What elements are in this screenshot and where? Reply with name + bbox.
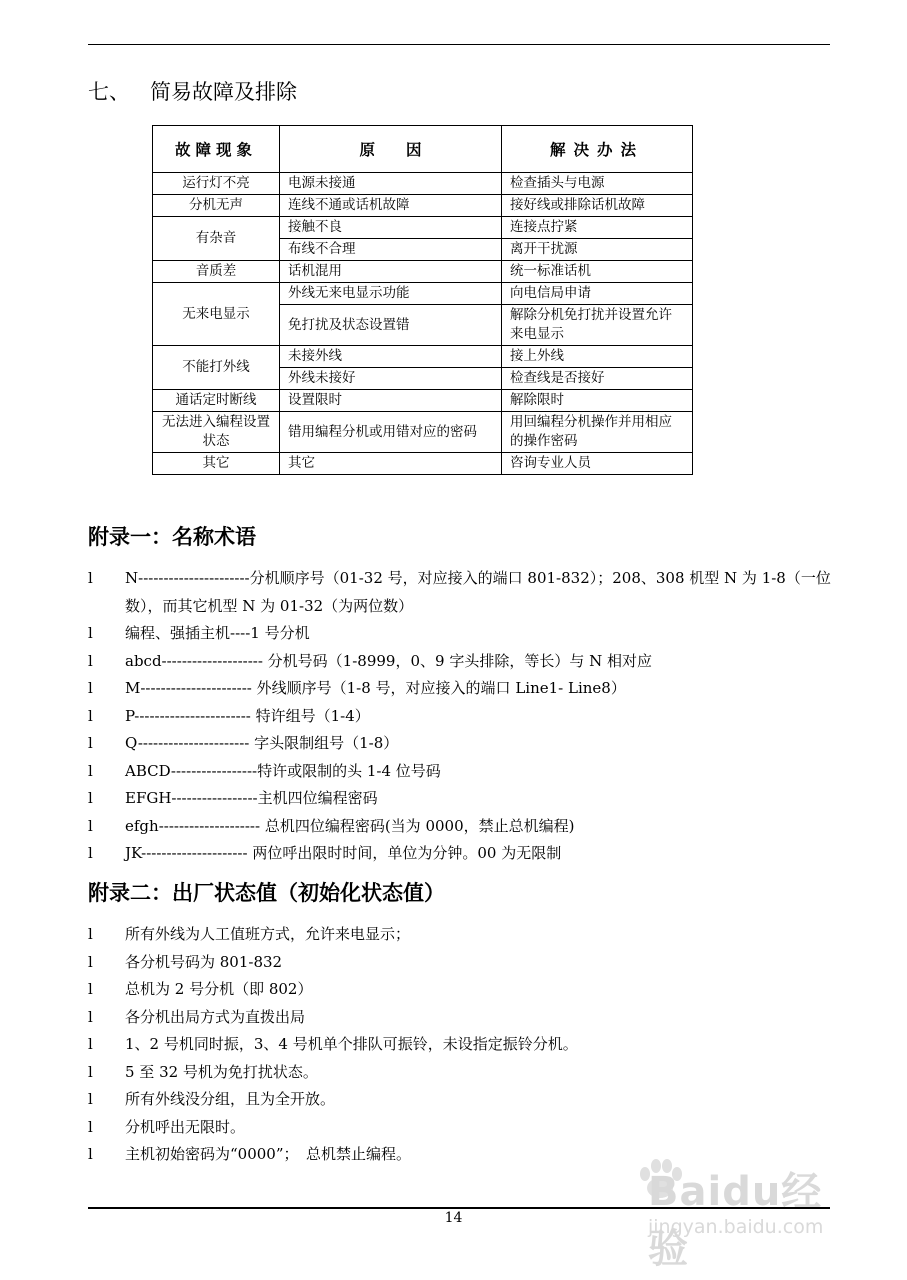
solution-cell: 用回编程分机操作并用相应的操作密码 <box>502 412 693 453</box>
table-header-row <box>153 126 693 173</box>
troubleshooting-table <box>152 125 693 475</box>
bullet-mark: l <box>88 706 93 725</box>
list-item <box>88 565 848 620</box>
list-item <box>88 703 848 731</box>
page-number: 14 <box>444 1210 463 1226</box>
symptom-cell: 无法进入编程设置状态 <box>153 412 280 453</box>
list-item-text: 各分机出局方式为直拨出局 <box>125 1007 306 1026</box>
list-item <box>88 785 848 813</box>
bullet-mark: l <box>88 844 93 862</box>
symptom-cell: 不能打外线 <box>153 346 280 390</box>
solution-cell: 统一标准话机 <box>502 261 693 283</box>
bullet-mark: l <box>88 952 93 971</box>
table-row <box>153 173 693 195</box>
baidu-watermark <box>630 1150 860 1272</box>
solution-cell: 咨询专业人员 <box>502 453 693 475</box>
table-row <box>153 195 693 217</box>
header-cause: 原 因 <box>280 126 502 173</box>
list-item-text: 所有外线没分组，且为全开放。 <box>125 1090 336 1108</box>
symptom-cell: 分机无声 <box>153 195 280 217</box>
cause-cell: 接触不良 <box>280 217 502 239</box>
solution-cell: 解除限时 <box>502 390 693 412</box>
list-item-text: 各分机号码为 801-832 <box>125 952 283 971</box>
solution-cell: 向电信局申请 <box>502 283 693 305</box>
list-item-text: EFGH-----------------主机四位编程密码 <box>125 789 378 807</box>
list-item <box>88 730 848 758</box>
list-item <box>88 1059 848 1087</box>
header-solution: 解决办法 <box>502 126 693 173</box>
list-item-text: efgh-------------------- 总机四位编程密码(当为 0000，禁止总机编程) <box>125 816 575 835</box>
solution-cell: 连接点拧紧 <box>502 217 693 239</box>
bullet-mark: l <box>88 925 93 943</box>
list-item-text: P----------------------- 特许组号（1-4） <box>125 706 370 725</box>
list-item-text: 主机初始密码为“0000”； 总机禁止编程。 <box>125 1145 412 1163</box>
list-item-text: 1、2 号机同时振，3、4 号机单个排队可振铃，未设指定振铃分机。 <box>125 1035 578 1053</box>
table-row <box>153 390 693 412</box>
cause-cell: 外线无来电显示功能 <box>280 283 502 305</box>
bullet-mark: l <box>88 761 93 780</box>
list-item <box>88 648 848 676</box>
cause-cell: 电源未接通 <box>280 173 502 195</box>
watermark-brand: Baidu经验 <box>648 1169 823 1272</box>
watermark-url: jingyan.baidu.com <box>648 1216 824 1238</box>
cause-cell: 错用编程分机或用错对应的密码 <box>280 412 502 453</box>
table-row <box>153 412 693 453</box>
list-item <box>88 1114 848 1142</box>
list-item-text: 总机为 2 号分机（即 802） <box>125 980 313 998</box>
bullet-mark: l <box>88 1145 93 1163</box>
solution-cell: 检查线是否接好 <box>502 368 693 390</box>
symptom-cell: 有杂音 <box>153 217 280 261</box>
appendix-2-list <box>88 921 848 1169</box>
cause-cell: 免打扰及状态设置错 <box>280 305 502 346</box>
list-item-text: Q---------------------- 字头限制组号（1-8） <box>125 734 399 752</box>
list-item <box>88 1086 848 1114</box>
list-item <box>88 1004 848 1032</box>
table-row <box>153 261 693 283</box>
list-item-text: 分机呼出无限时。 <box>125 1117 246 1136</box>
section-title-troubleshooting <box>88 76 297 106</box>
bullet-mark: l <box>88 1062 93 1081</box>
list-item <box>88 758 848 786</box>
table-row <box>153 217 693 239</box>
appendix-1-list <box>88 565 848 868</box>
list-item <box>88 949 848 977</box>
symptom-cell: 音质差 <box>153 261 280 283</box>
section-number: 七、 <box>88 80 130 104</box>
cause-cell: 未接外线 <box>280 346 502 368</box>
bullet-mark: l <box>88 1007 93 1026</box>
cause-cell: 外线未接好 <box>280 368 502 390</box>
bullet-mark: l <box>88 651 93 670</box>
cause-cell: 连线不通或话机故障 <box>280 195 502 217</box>
bullet-mark: l <box>88 679 93 697</box>
list-item-text: 编程、强插主机----1 号分机 <box>125 624 310 642</box>
bullet-mark: l <box>88 1090 93 1108</box>
list-item <box>88 620 848 648</box>
list-item <box>88 1031 848 1059</box>
table-row <box>153 283 693 305</box>
bullet-mark: l <box>88 1035 93 1053</box>
symptom-cell: 通话定时断线 <box>153 390 280 412</box>
bullet-mark: l <box>88 816 93 835</box>
symptom-cell: 无来电显示 <box>153 283 280 346</box>
list-item-text: ABCD-----------------特许或限制的头 1-4 位号码 <box>125 761 441 780</box>
cause-cell: 设置限时 <box>280 390 502 412</box>
solution-cell: 检查插头与电源 <box>502 173 693 195</box>
list-item-text: M---------------------- 外线顺序号（1-8 号，对应接入的端口 Line1- Line8） <box>125 679 626 697</box>
appendix-1-title: 附录一：名称术语 <box>88 525 256 549</box>
table-row <box>153 453 693 475</box>
list-item <box>88 976 848 1004</box>
cause-cell: 话机混用 <box>280 261 502 283</box>
bullet-mark: l <box>88 789 93 807</box>
bullet-mark: l <box>88 569 93 587</box>
top-rule <box>88 44 830 45</box>
solution-cell: 接上外线 <box>502 346 693 368</box>
appendix-2-title: 附录二：出厂状态值（初始化状态值） <box>88 881 445 905</box>
symptom-cell: 其它 <box>153 453 280 475</box>
list-item <box>88 840 848 868</box>
bullet-mark: l <box>88 734 93 752</box>
section-title-text: 简易故障及排除 <box>150 80 297 104</box>
cause-cell: 布线不合理 <box>280 239 502 261</box>
bullet-mark: l <box>88 624 93 642</box>
list-item-text: abcd-------------------- 分机号码（1-8999，0、9 字头排除，等长）与 N 相对应 <box>125 651 652 670</box>
list-item <box>88 813 848 841</box>
header-symptom: 故障现象 <box>153 126 280 173</box>
list-item-text: N----------------------分机顺序号（01-32 号，对应接入的端口 801-832）；208、308 机型 N 为 1-8（一位数），而其它机型 N 为 01-32（为两位数） <box>125 569 831 615</box>
list-item-text: JK--------------------- 两位呼出限时时间，单位为分钟。00 为无限制 <box>125 844 562 862</box>
list-item <box>88 921 848 949</box>
list-item <box>88 675 848 703</box>
cause-cell: 其它 <box>280 453 502 475</box>
list-item-text: 5 至 32 号机为免打扰状态。 <box>125 1062 318 1081</box>
solution-cell: 解除分机免打扰并设置允许来电显示 <box>502 305 693 346</box>
bullet-mark: l <box>88 980 93 998</box>
list-item-text: 所有外线为人工值班方式，允许来电显示； <box>125 925 411 943</box>
symptom-cell: 运行灯不亮 <box>153 173 280 195</box>
solution-cell: 接好线或排除话机故障 <box>502 195 693 217</box>
bullet-mark: l <box>88 1117 93 1136</box>
table-row <box>153 346 693 368</box>
solution-cell: 离开干扰源 <box>502 239 693 261</box>
